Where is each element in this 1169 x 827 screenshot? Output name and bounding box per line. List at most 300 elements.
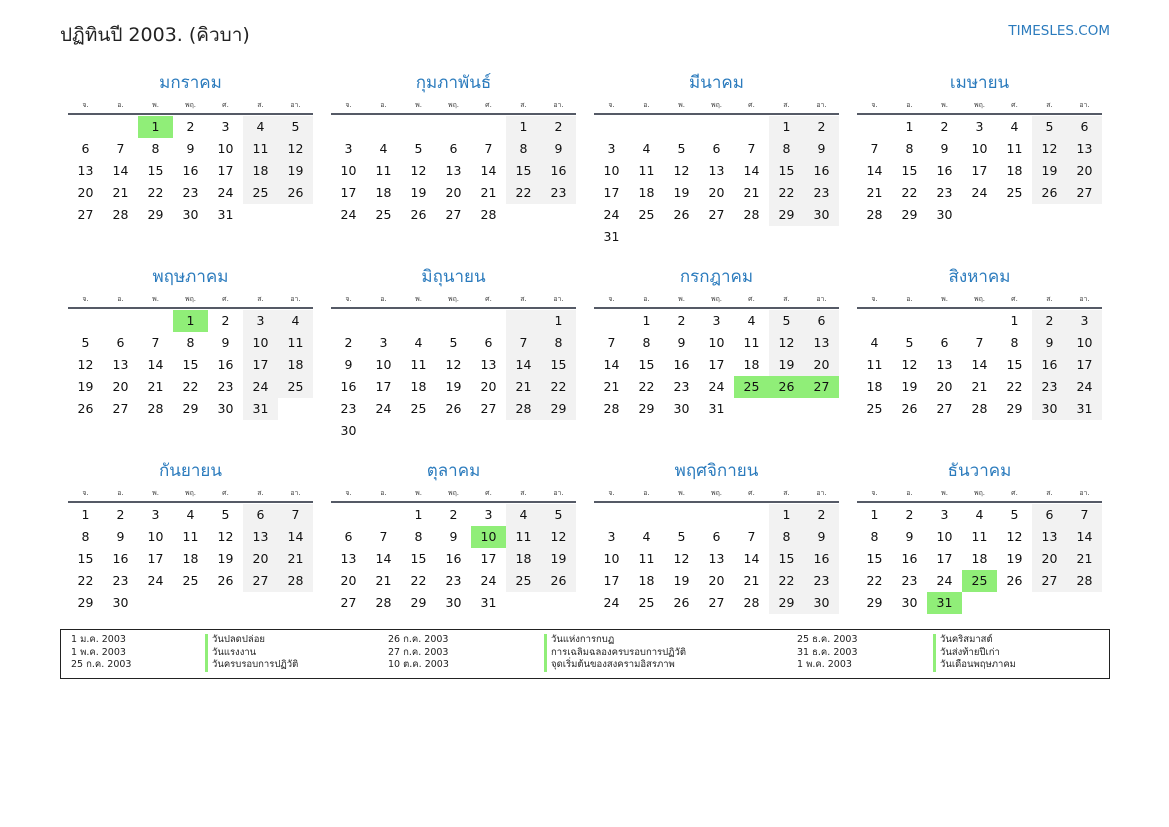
day-cell: 17 — [603, 573, 620, 588]
day-cell: 20 — [708, 185, 725, 200]
day-cell: 2 — [804, 116, 839, 138]
day-cell: 17 — [936, 551, 953, 566]
day-cell: 16 — [936, 163, 953, 178]
weekday-header — [68, 486, 313, 500]
day-cell: 9 — [449, 529, 458, 544]
day-cell: 30 — [804, 204, 839, 226]
day-grid — [594, 116, 839, 248]
day-cell: 26 — [673, 207, 690, 222]
day-cell: 26 — [673, 595, 690, 610]
day-cell: 17 — [243, 354, 278, 376]
day-cell: 19 — [1032, 160, 1067, 182]
day-cell: 13 — [804, 332, 839, 354]
day-cell: 22 — [1006, 379, 1023, 394]
day-cell: 23 — [901, 573, 918, 588]
day-cell: 25 — [866, 401, 883, 416]
legend-name-column — [544, 634, 686, 672]
month-name: เมษายน — [949, 73, 1010, 93]
day-cell: 2 — [541, 116, 576, 138]
day-cell: 16 — [804, 548, 839, 570]
weekday-label: อ. — [643, 489, 650, 497]
weekday-label: อ. — [906, 295, 913, 303]
day-cell: 20 — [1032, 548, 1067, 570]
day-cell: 15 — [1006, 357, 1023, 372]
day-cell: 6 — [449, 141, 458, 156]
header-rule — [594, 501, 839, 503]
weekday-label: พ. — [152, 295, 159, 303]
day-grid — [331, 310, 576, 442]
weekday-label: ส. — [520, 489, 527, 497]
day-cell: 8 — [506, 138, 541, 160]
empty-cell — [962, 310, 997, 332]
day-cell: 24 — [375, 401, 392, 416]
day-cell: 30 — [901, 595, 918, 610]
day-cell: 12 — [673, 163, 690, 178]
day-cell: 15 — [77, 551, 94, 566]
day-cell: 21 — [743, 573, 760, 588]
empty-cell — [401, 310, 436, 332]
day-cell: 18 — [638, 185, 655, 200]
day-cell: 10 — [340, 163, 357, 178]
day-cell: 24 — [1067, 376, 1102, 398]
weekday-label: พ. — [415, 295, 422, 303]
day-cell: 30 — [340, 423, 357, 438]
day-cell: 20 — [480, 379, 497, 394]
day-cell: 19 — [278, 160, 313, 182]
weekday-label: ส. — [1046, 489, 1053, 497]
day-cell: 2 — [677, 313, 686, 328]
empty-cell — [471, 116, 506, 138]
day-cell: 11 — [638, 551, 655, 566]
legend-holiday-name: จุดเริ่มต้นของสงครามอิสรภาพ — [544, 659, 686, 672]
day-cell: 6 — [484, 335, 493, 350]
empty-cell — [68, 116, 103, 138]
day-cell: 23 — [673, 379, 690, 394]
day-cell: 31 — [217, 207, 234, 222]
day-cell: 12 — [1032, 138, 1067, 160]
day-cell: 1 — [905, 119, 914, 134]
day-cell: 9 — [905, 529, 914, 544]
weekday-label: พฤ. — [710, 101, 723, 109]
weekday-label: จ. — [871, 101, 878, 109]
day-cell: 28 — [278, 570, 313, 592]
day-cell: 6 — [1067, 116, 1102, 138]
day-cell: 30 — [673, 401, 690, 416]
header-rule — [594, 307, 839, 309]
day-cell: 27 — [445, 207, 462, 222]
day-cell: 13 — [112, 357, 129, 372]
day-cell: 15 — [769, 160, 804, 182]
day-cell: 11 — [278, 332, 313, 354]
day-cell: 24 — [971, 185, 988, 200]
day-cell: 10 — [1067, 332, 1102, 354]
legend-date-column — [388, 634, 449, 672]
day-cell: 29 — [77, 595, 94, 610]
day-cell: 3 — [484, 507, 493, 522]
empty-cell — [138, 310, 173, 332]
empty-cell — [594, 504, 629, 526]
day-cell: 26 — [1032, 182, 1067, 204]
header-rule — [331, 501, 576, 503]
day-cell: 9 — [186, 141, 195, 156]
day-cell: 13 — [708, 163, 725, 178]
weekday-label: ส. — [1046, 295, 1053, 303]
weekday-label: พ. — [678, 295, 685, 303]
weekday-header — [594, 486, 839, 500]
day-grid — [857, 504, 1102, 614]
day-cell: 15 — [901, 163, 918, 178]
month-name: พฤษภาคม — [152, 267, 229, 287]
day-cell: 30 — [112, 595, 129, 610]
day-cell: 13 — [936, 357, 953, 372]
day-cell: 8 — [769, 138, 804, 160]
day-cell: 10 — [603, 551, 620, 566]
day-cell: 13 — [340, 551, 357, 566]
day-cell: 21 — [603, 379, 620, 394]
weekday-label: พฤ. — [447, 489, 460, 497]
day-cell: 1 — [506, 116, 541, 138]
day-cell: 25 — [410, 401, 427, 416]
legend-date: 31 ธ.ค. 2003 — [797, 646, 858, 658]
day-cell: 9 — [804, 138, 839, 160]
day-cell: 31 — [1067, 398, 1102, 420]
day-cell: 27 — [708, 207, 725, 222]
day-cell: 24 — [603, 595, 620, 610]
day-cell: 14 — [112, 163, 129, 178]
day-cell: 3 — [975, 119, 984, 134]
day-cell: 28 — [1067, 570, 1102, 592]
day-cell: 28 — [147, 401, 164, 416]
day-cell: 27 — [243, 570, 278, 592]
day-cell: 11 — [182, 529, 199, 544]
weekday-label: อา. — [816, 295, 827, 303]
day-cell: 16 — [673, 357, 690, 372]
day-cell: 20 — [936, 379, 953, 394]
weekday-header — [594, 292, 839, 306]
day-cell: 20 — [1067, 160, 1102, 182]
weekday-label: อ. — [643, 101, 650, 109]
month-name: ธันวาคม — [947, 461, 1012, 481]
day-cell: 13 — [77, 163, 94, 178]
empty-cell — [734, 116, 769, 138]
day-cell: 13 — [445, 163, 462, 178]
day-cell: 1 — [642, 313, 651, 328]
empty-cell — [857, 310, 892, 332]
day-cell: 5 — [278, 116, 313, 138]
day-cell: 4 — [975, 507, 984, 522]
day-cell: 21 — [1067, 548, 1102, 570]
day-grid — [68, 310, 313, 420]
header-rule — [857, 501, 1102, 503]
day-cell: 14 — [147, 357, 164, 372]
weekday-header — [331, 98, 576, 112]
day-cell: 14 — [480, 163, 497, 178]
day-cell: 7 — [747, 529, 756, 544]
day-cell: 15 — [506, 160, 541, 182]
day-cell: 6 — [116, 335, 125, 350]
day-cell: 17 — [603, 185, 620, 200]
day-cell: 28 — [743, 207, 760, 222]
empty-cell — [68, 310, 103, 332]
empty-cell — [892, 310, 927, 332]
day-cell: 4 — [506, 504, 541, 526]
day-cell: 22 — [147, 185, 164, 200]
day-cell: 14 — [603, 357, 620, 372]
month-block — [594, 460, 839, 614]
empty-cell — [366, 504, 401, 526]
day-cell: 15 — [541, 354, 576, 376]
weekday-label: อ. — [380, 489, 387, 497]
day-cell: 24 — [340, 207, 357, 222]
day-cell: 21 — [112, 185, 129, 200]
day-cell: 15 — [638, 357, 655, 372]
day-cell: 15 — [147, 163, 164, 178]
day-cell: 18 — [410, 379, 427, 394]
day-cell: 18 — [243, 160, 278, 182]
day-cell: 1 — [1010, 313, 1019, 328]
day-cell: 25 — [278, 376, 313, 398]
day-cell: 9 — [677, 335, 686, 350]
weekday-label: ศ. — [748, 101, 755, 109]
header-rule — [857, 113, 1102, 115]
day-cell: 24 — [936, 573, 953, 588]
day-cell: 31 — [480, 595, 497, 610]
day-cell: 20 — [445, 185, 462, 200]
day-cell: 7 — [484, 141, 493, 156]
weekday-label: อา. — [290, 101, 301, 109]
day-cell: 24 — [217, 185, 234, 200]
empty-cell — [506, 310, 541, 332]
day-cell: 26 — [217, 573, 234, 588]
header-rule — [857, 307, 1102, 309]
legend-holiday-name: วันส่งท้ายปีเก่า — [933, 647, 1016, 660]
day-cell: 10 — [971, 141, 988, 156]
day-cell: 22 — [182, 379, 199, 394]
empty-cell — [436, 116, 471, 138]
day-cell: 18 — [182, 551, 199, 566]
day-cell: 9 — [344, 357, 353, 372]
day-cell: 4 — [642, 141, 651, 156]
header-rule — [68, 113, 313, 115]
day-cell: 21 — [375, 573, 392, 588]
day-cell: 2 — [344, 335, 353, 350]
day-cell: 12 — [901, 357, 918, 372]
empty-cell — [331, 504, 366, 526]
empty-cell — [331, 116, 366, 138]
day-grid — [594, 504, 839, 614]
legend-date: 10 ต.ค. 2003 — [388, 659, 449, 670]
day-cell: 19 — [77, 379, 94, 394]
day-cell: 10 — [936, 529, 953, 544]
day-cell: 8 — [414, 529, 423, 544]
weekday-label: ส. — [783, 489, 790, 497]
empty-cell — [103, 310, 138, 332]
weekday-label: อา. — [816, 101, 827, 109]
day-cell: 29 — [901, 207, 918, 222]
day-cell: 19 — [673, 185, 690, 200]
header-rule — [331, 113, 576, 115]
holiday-day: 26 — [769, 376, 804, 398]
month-block — [594, 72, 839, 248]
legend-holiday-name: วันปลดปล่อย — [205, 634, 298, 647]
day-cell: 9 — [940, 141, 949, 156]
day-cell: 29 — [1006, 401, 1023, 416]
empty-cell — [436, 310, 471, 332]
weekday-header — [331, 292, 576, 306]
day-cell: 6 — [81, 141, 90, 156]
legend-holiday-name: การเฉลิมฉลองครบรอบการปฏิวัติ — [544, 647, 686, 660]
month-block — [594, 266, 839, 420]
day-cell: 30 — [445, 595, 462, 610]
day-cell: 7 — [747, 141, 756, 156]
day-cell: 22 — [769, 182, 804, 204]
day-cell: 21 — [147, 379, 164, 394]
legend-name-column — [933, 634, 1016, 672]
legend-date: 27 ก.ค. 2003 — [388, 646, 449, 658]
day-cell: 2 — [116, 507, 125, 522]
day-cell: 19 — [1006, 551, 1023, 566]
day-cell: 17 — [217, 163, 234, 178]
day-cell: 10 — [708, 335, 725, 350]
header-rule — [331, 307, 576, 309]
weekday-label: จ. — [871, 489, 878, 497]
weekday-label: พ. — [678, 101, 685, 109]
weekday-label: ส. — [783, 295, 790, 303]
day-cell: 2 — [221, 313, 230, 328]
day-cell: 10 — [375, 357, 392, 372]
day-cell: 17 — [340, 185, 357, 200]
holiday-day: 1 — [138, 116, 173, 138]
day-cell: 18 — [743, 357, 760, 372]
weekday-label: อา. — [816, 489, 827, 497]
day-cell: 19 — [673, 573, 690, 588]
holiday-day: 27 — [804, 376, 839, 398]
day-cell: 7 — [1067, 504, 1102, 526]
day-cell: 8 — [1010, 335, 1019, 350]
day-cell: 5 — [81, 335, 90, 350]
day-cell: 8 — [186, 335, 195, 350]
day-cell: 28 — [480, 207, 497, 222]
day-cell: 12 — [541, 526, 576, 548]
day-cell: 11 — [506, 526, 541, 548]
weekday-label: พฤ. — [973, 295, 986, 303]
day-cell: 17 — [1067, 354, 1102, 376]
day-cell: 13 — [1067, 138, 1102, 160]
weekday-label: ส. — [783, 101, 790, 109]
day-cell: 19 — [541, 548, 576, 570]
day-cell: 3 — [221, 119, 230, 134]
weekday-label: พ. — [152, 101, 159, 109]
day-cell: 8 — [642, 335, 651, 350]
day-cell: 11 — [743, 335, 760, 350]
weekday-label: ศ. — [485, 489, 492, 497]
day-cell: 22 — [410, 573, 427, 588]
day-cell: 28 — [506, 398, 541, 420]
day-cell: 10 — [243, 332, 278, 354]
day-cell: 29 — [541, 398, 576, 420]
day-cell: 28 — [971, 401, 988, 416]
weekday-label: อา. — [1079, 489, 1090, 497]
weekday-label: ศ. — [485, 295, 492, 303]
month-name: กรกฎาคม — [679, 267, 754, 287]
day-cell: 31 — [708, 401, 725, 416]
weekday-label: พฤ. — [184, 295, 197, 303]
month-name: สิงหาคม — [948, 267, 1011, 287]
weekday-label: อา. — [1079, 295, 1090, 303]
day-cell: 15 — [410, 551, 427, 566]
day-cell: 26 — [445, 401, 462, 416]
day-cell: 5 — [769, 310, 804, 332]
weekday-label: พฤ. — [184, 101, 197, 109]
weekday-label: จ. — [871, 295, 878, 303]
day-cell: 16 — [901, 551, 918, 566]
day-cell: 4 — [186, 507, 195, 522]
day-cell: 5 — [677, 141, 686, 156]
day-cell: 4 — [278, 310, 313, 332]
day-cell: 13 — [708, 551, 725, 566]
day-cell: 30 — [804, 592, 839, 614]
holiday-day: 31 — [927, 592, 962, 614]
day-cell: 22 — [506, 182, 541, 204]
day-cell: 25 — [638, 595, 655, 610]
day-cell: 29 — [410, 595, 427, 610]
day-cell: 22 — [866, 573, 883, 588]
day-cell: 12 — [77, 357, 94, 372]
weekday-label: อา. — [553, 489, 564, 497]
day-cell: 3 — [712, 313, 721, 328]
day-cell: 13 — [480, 357, 497, 372]
day-cell: 27 — [480, 401, 497, 416]
day-grid — [594, 310, 839, 420]
day-cell: 7 — [975, 335, 984, 350]
day-cell: 1 — [541, 310, 576, 332]
day-cell: 2 — [940, 119, 949, 134]
day-cell: 30 — [182, 207, 199, 222]
weekday-label: จ. — [345, 101, 352, 109]
weekday-label: พ. — [415, 101, 422, 109]
day-cell: 12 — [769, 332, 804, 354]
empty-cell — [664, 504, 699, 526]
weekday-label: ศ. — [1011, 101, 1018, 109]
day-cell: 11 — [866, 357, 883, 372]
site-link[interactable]: TIMESLES.COM — [1008, 23, 1110, 39]
day-cell: 22 — [541, 376, 576, 398]
day-cell: 20 — [340, 573, 357, 588]
weekday-label: พฤ. — [973, 489, 986, 497]
day-cell: 21 — [506, 376, 541, 398]
day-cell: 4 — [642, 529, 651, 544]
day-cell: 1 — [870, 507, 879, 522]
weekday-label: ศ. — [485, 101, 492, 109]
legend-name-column — [205, 634, 298, 672]
day-cell: 27 — [77, 207, 94, 222]
weekday-header — [857, 486, 1102, 500]
day-cell: 10 — [147, 529, 164, 544]
weekday-label: พฤ. — [710, 489, 723, 497]
month-name: กุมภาพันธ์ — [415, 73, 492, 93]
day-cell: 8 — [81, 529, 90, 544]
empty-cell — [331, 310, 366, 332]
month-block — [331, 72, 576, 226]
day-cell: 16 — [340, 379, 357, 394]
day-cell: 9 — [541, 138, 576, 160]
weekday-label: อ. — [117, 295, 124, 303]
weekday-label: อ. — [117, 101, 124, 109]
weekday-label: อ. — [643, 295, 650, 303]
day-cell: 6 — [1032, 504, 1067, 526]
holiday-day: 1 — [173, 310, 208, 332]
day-cell: 20 — [804, 354, 839, 376]
